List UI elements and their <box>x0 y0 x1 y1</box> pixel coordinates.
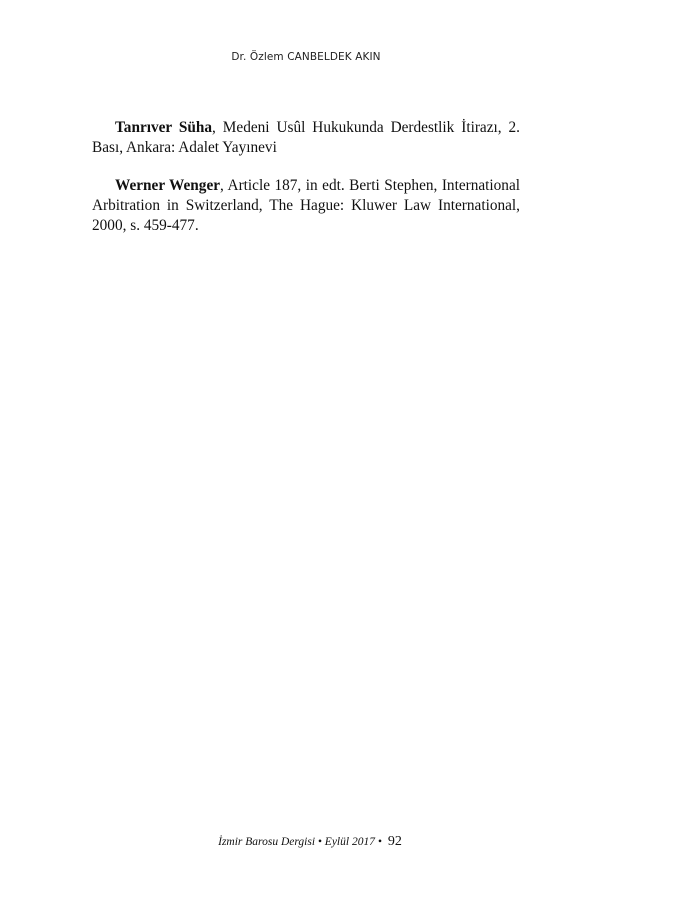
reference-entry <box>92 176 520 236</box>
footer-journal: İzmir Barosu Dergisi • Eylül 2017 • <box>218 836 382 848</box>
page-number: 92 <box>387 834 402 849</box>
page-footer <box>0 832 620 850</box>
reference-text: , Medeni Usûl Hukukunda Derdestlik İtirazı, 2. Bası, Ankara: Adalet Yayınevi <box>92 119 520 156</box>
reference-list <box>92 118 520 254</box>
reference-author: Tanrıver Süha <box>115 119 213 136</box>
running-head: Dr. Özlem CANBELDEK AKIN <box>231 51 381 63</box>
reference-text: , Article 187, in edt. Berti Stephen, International Arbitration in Switzerland, The Hague: Kluwer Law International, 2000, s. 459-477. <box>92 177 520 234</box>
reference-entry <box>92 118 520 158</box>
reference-author: Werner Wenger <box>115 177 221 194</box>
